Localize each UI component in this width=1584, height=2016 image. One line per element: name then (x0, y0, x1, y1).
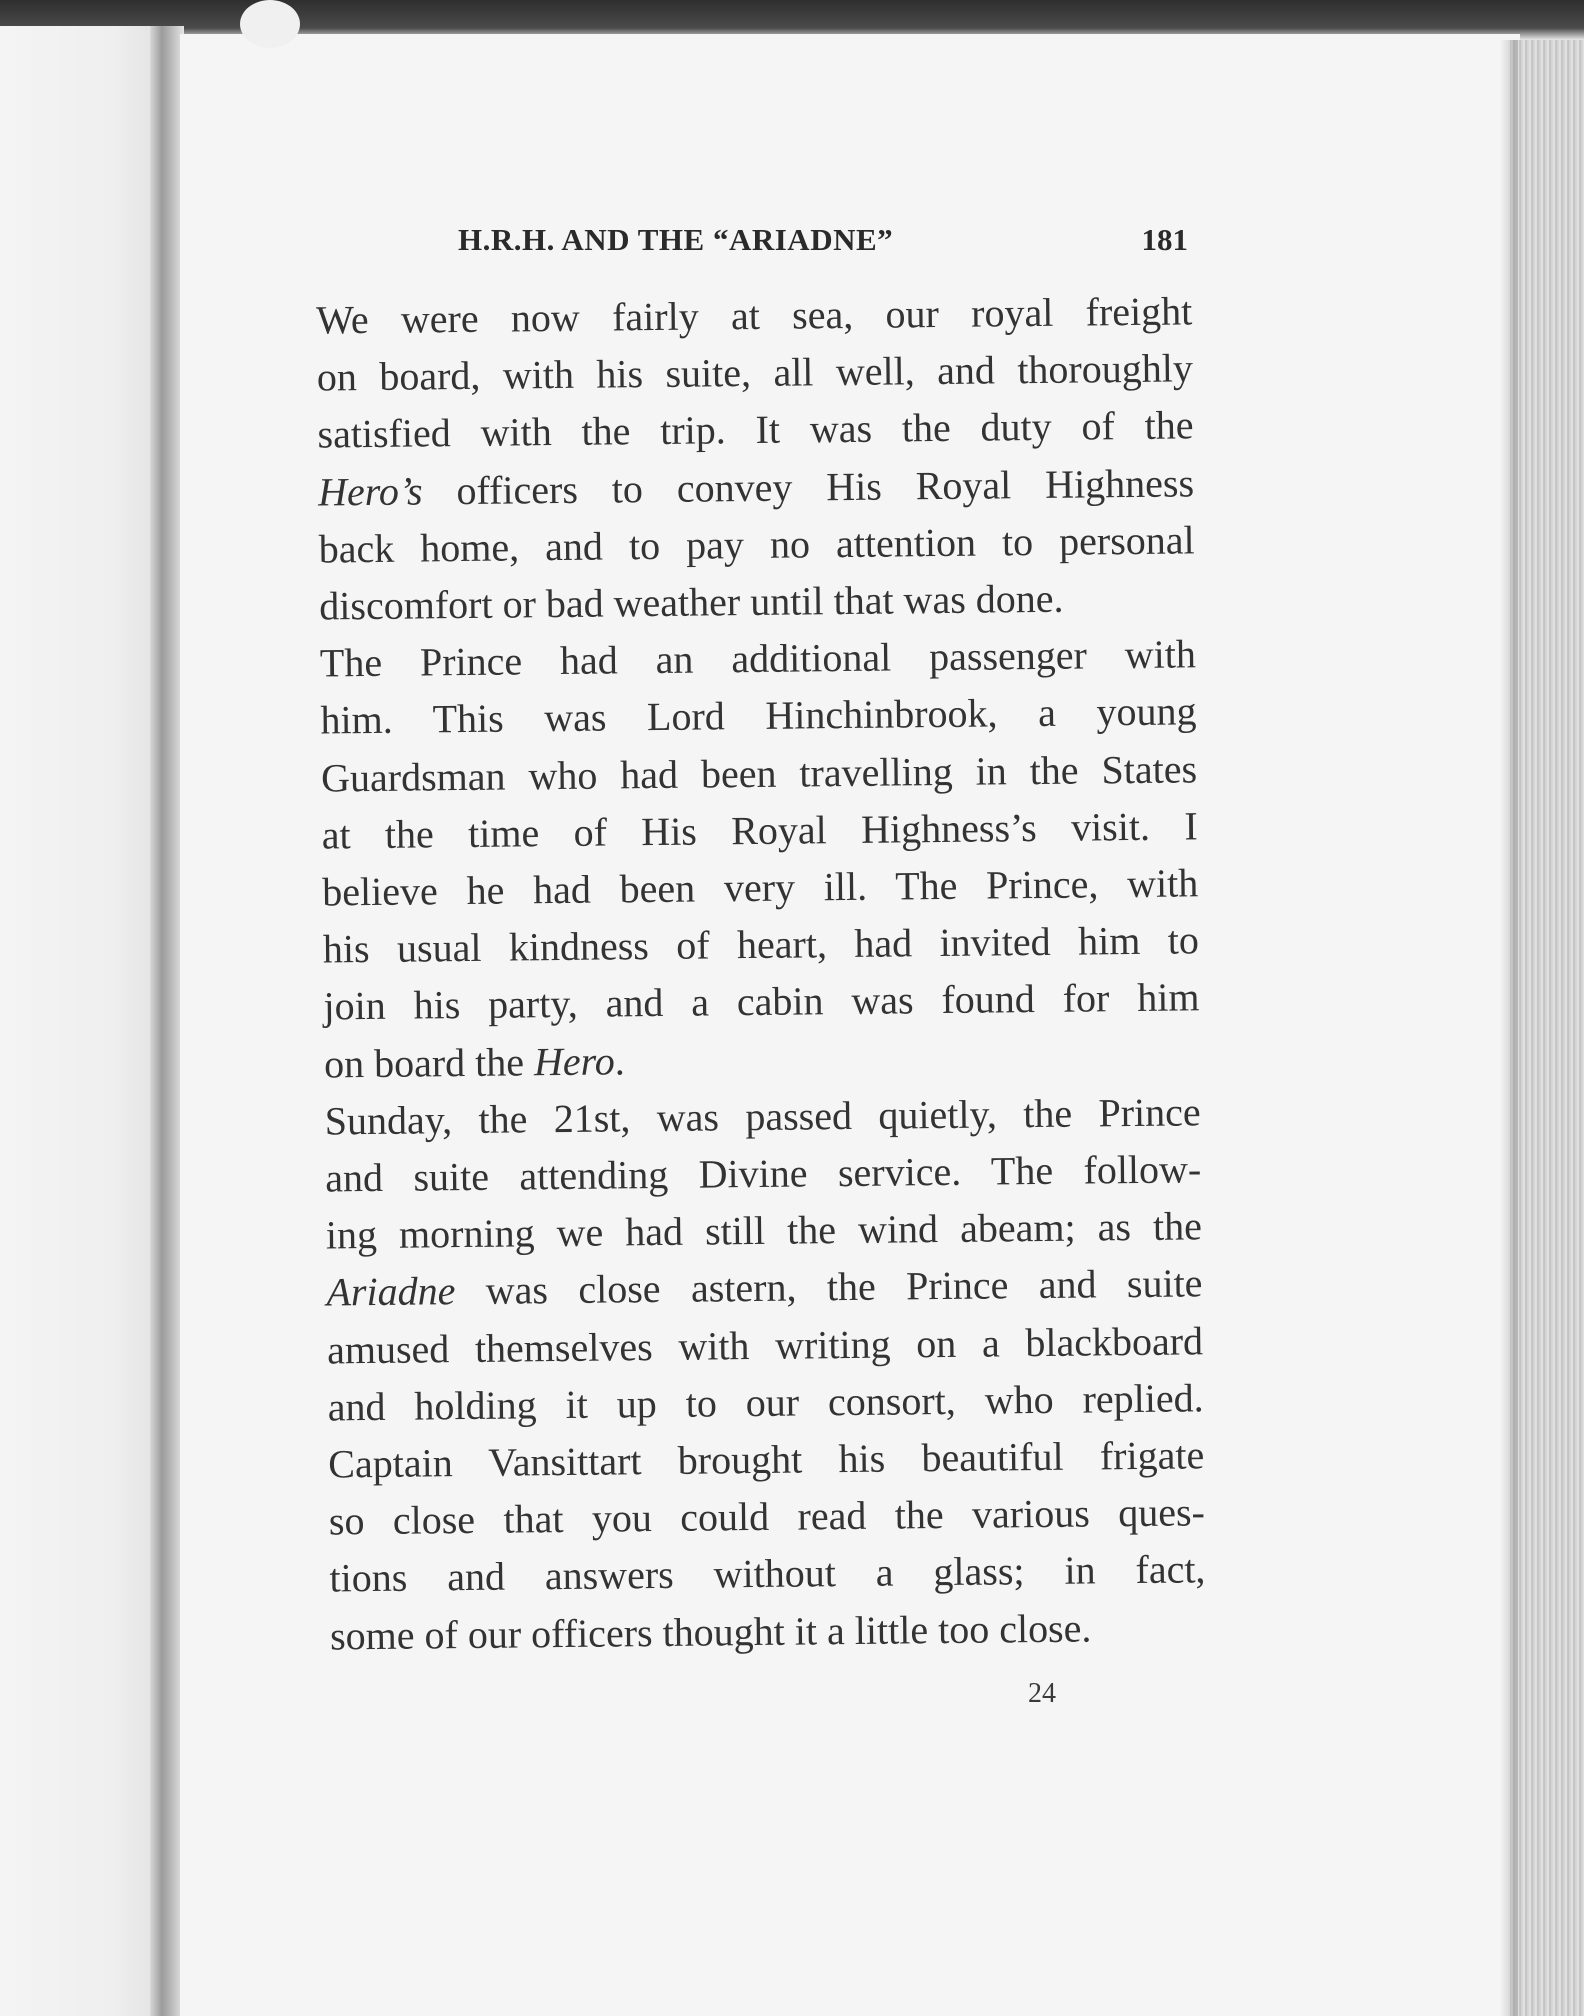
text-line: at the time of His Royal Highness’s visit. I (321, 803, 1198, 858)
running-head (458, 222, 1188, 268)
text-line: Guardsman who had been travelling in the States (320, 745, 1198, 801)
signature-mark: 24 (1028, 1678, 1056, 1709)
text-line: and suite attending Divine service. The follow- (325, 1146, 1202, 1201)
text-line: Captain Vansittart brought his beautiful frigate (328, 1432, 1205, 1487)
text-line: his usual kindness of heart, had invited him to (322, 917, 1200, 972)
text-line: on board the Hero. (323, 1037, 625, 1087)
text-line: Sunday, the 21st, was passed quietly, the Prince (324, 1089, 1201, 1144)
paragraph-3 (280, 1083, 1206, 1665)
running-head-title: H.R.H. AND THE “ARIADNE” (458, 222, 894, 257)
text-line: on board, with his suite, all well, and thoroughly (316, 345, 1194, 400)
text-line: satisfied with the trip. It was the duty of the (317, 402, 1194, 457)
book-gutter (150, 26, 184, 2016)
text-line: back home, and to pay no attention to personal (318, 517, 1195, 572)
text-line: amused themselves with writing on a blackboard (326, 1317, 1204, 1373)
text-line: Hero’s officers to convey His Royal Highness (317, 459, 1195, 515)
text-line: Ariadne was close astern, the Prince and suite (326, 1260, 1203, 1315)
page-number: 181 (1141, 222, 1188, 257)
scan-blot (240, 0, 300, 48)
paragraph-2 (276, 626, 1201, 1093)
page-edge-shadow (1500, 40, 1518, 2016)
text-line: discomfort or bad weather until that was done. (319, 575, 1064, 629)
text-line: join his party, and a cabin was found for him (323, 974, 1200, 1029)
left-page-edge (0, 26, 162, 2016)
text-line: so close that you could read the various ques- (328, 1489, 1206, 1544)
page-fore-edge (1510, 40, 1584, 2016)
text-line: him. This was Lord Hinchinbrook, a young (320, 688, 1197, 743)
text-line: The Prince had an additional passenger with (319, 631, 1197, 686)
text-line: We were now fairly at sea, our royal freight (316, 288, 1193, 343)
body-text (272, 282, 1206, 1664)
text-line: and holding it up to our consort, who replied. (327, 1375, 1204, 1430)
paragraph-1 (272, 282, 1196, 635)
text-line: some of our officers thought it a little too close. (329, 1605, 1092, 1659)
text-line: believe he had been very ill. The Prince, with (322, 860, 1199, 915)
text-line: tions and answers without a glass; in fact, (329, 1546, 1206, 1601)
text-line: ing morning we had still the wind abeam; as the (325, 1203, 1203, 1258)
